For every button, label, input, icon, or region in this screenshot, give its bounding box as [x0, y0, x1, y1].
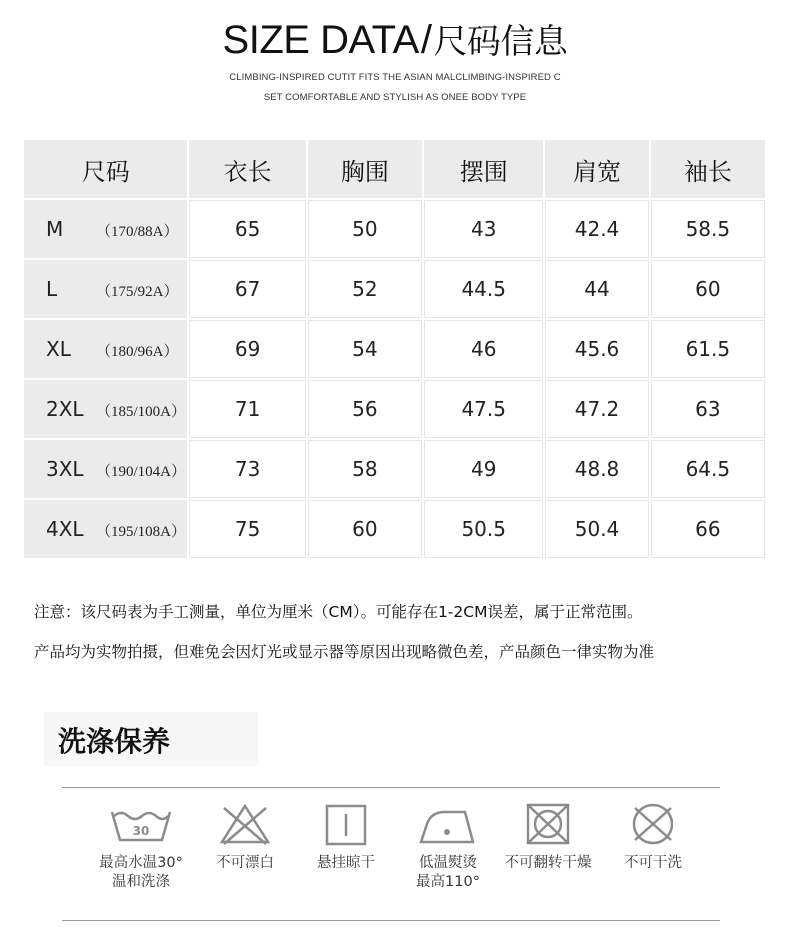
measurement-cell: 58: [308, 440, 422, 498]
size-code: 2XL: [46, 397, 84, 421]
title-separator: /: [420, 18, 432, 62]
care-item-tumble: [493, 802, 603, 873]
title-english: SIZE DATA: [222, 18, 419, 62]
table-row: [24, 500, 765, 558]
no-dry-clean-icon: [618, 802, 688, 846]
wash-temp-label: 30: [132, 824, 150, 838]
measurement-cell: 65: [189, 200, 305, 258]
size-code: 3XL: [46, 457, 84, 481]
header-shoulder: 肩宽: [545, 140, 648, 198]
hang-dry-icon: [311, 802, 381, 846]
measurement-cell: 43: [424, 200, 543, 258]
note-color: 产品均为实物拍摄，但难免会因灯光或显示器等原因出现略微色差，产品颜色一律实物为准: [34, 643, 655, 661]
table-row: [24, 440, 765, 498]
measurement-cell: 67: [189, 260, 305, 318]
care-title: 洗涤保养: [58, 725, 171, 758]
measurement-cell: 75: [189, 500, 305, 558]
title-chinese: 尺码信息: [433, 22, 568, 62]
header-length: 衣长: [189, 140, 305, 198]
size-cell: [24, 260, 187, 318]
subtitle-line-1: CLIMBING-INSPIRED CUTIT FITS THE ASIAN MALCLIMBING-INSPIRED C: [229, 72, 561, 83]
measurement-cell: 44: [545, 260, 648, 318]
size-table-header-row: [24, 140, 765, 198]
size-cell: [24, 500, 187, 558]
care-item-iron: [393, 802, 503, 892]
care-label: 不可漂白: [216, 855, 274, 871]
measurement-cell: 50: [308, 200, 422, 258]
header-chest: 胸围: [308, 140, 422, 198]
measurement-cell: 44.5: [424, 260, 543, 318]
measurement-cell: 54: [308, 320, 422, 378]
page-title: [0, 14, 790, 63]
header-hem: 摆围: [424, 140, 543, 198]
measurement-cell: 73: [189, 440, 305, 498]
measurement-cell: 69: [189, 320, 305, 378]
header-sleeve: 袖长: [651, 140, 765, 198]
measurement-cell: 71: [189, 380, 305, 438]
measurement-cell: 48.8: [545, 440, 648, 498]
header-size: 尺码: [24, 140, 187, 198]
measurement-cell: 50.5: [424, 500, 543, 558]
low-iron-icon: [413, 802, 483, 846]
measurement-cell: 63: [651, 380, 765, 438]
care-divider-bottom: [62, 920, 720, 921]
measurement-cell: 64.5: [651, 440, 765, 498]
size-code: 4XL: [46, 517, 84, 541]
care-label: 不可干洗: [624, 855, 682, 871]
size-code: M: [46, 217, 64, 241]
measurement-cell: 56: [308, 380, 422, 438]
measurement-cell: 52: [308, 260, 422, 318]
subtitle-line-2: SET COMFORTABLE AND STYLISH AS ONEE BODY TYPE: [263, 92, 527, 103]
body-type: （195/108A）: [96, 524, 187, 540]
measurement-cell: 66: [651, 500, 765, 558]
measurement-cell: 45.6: [545, 320, 648, 378]
care-item-bleach: [190, 802, 300, 873]
no-bleach-icon: [210, 802, 280, 846]
body-type: （170/88A）: [96, 224, 179, 240]
body-type: （190/104A）: [96, 464, 187, 480]
measurement-cell: 47.2: [545, 380, 648, 438]
care-label: 最高水温30° 温和洗涤: [99, 855, 183, 890]
measurement-cell: 60: [308, 500, 422, 558]
measurement-cell: 61.5: [651, 320, 765, 378]
care-item-dryclean: [598, 802, 708, 873]
measurement-cell: 58.5: [651, 200, 765, 258]
measurement-cell: 50.4: [545, 500, 648, 558]
measurement-cell: 42.4: [545, 200, 648, 258]
measurement-cell: 46: [424, 320, 543, 378]
size-table: [22, 138, 767, 560]
table-row: [24, 380, 765, 438]
note-measurement: 注意：该尺码表为手工测量，单位为厘米（CM）。可能存在1-2CM误差，属于正常范围。: [34, 603, 643, 621]
table-row: [24, 200, 765, 258]
care-label: 低温熨烫 最高110°: [416, 855, 480, 890]
size-code: XL: [46, 337, 71, 361]
care-label: 悬挂晾干: [317, 855, 375, 871]
size-cell: [24, 440, 187, 498]
measurement-cell: 47.5: [424, 380, 543, 438]
size-cell: [24, 200, 187, 258]
care-label: 不可翻转干燥: [504, 855, 592, 871]
body-type: （185/100A）: [96, 404, 187, 420]
body-type: （175/92A）: [96, 284, 179, 300]
size-code: L: [46, 277, 58, 301]
care-item-wash: [86, 802, 196, 892]
care-divider-top: [62, 787, 720, 788]
measurement-cell: 49: [424, 440, 543, 498]
size-cell: [24, 380, 187, 438]
measurement-cell: 60: [651, 260, 765, 318]
table-row: [24, 320, 765, 378]
wash-30-icon: [106, 802, 176, 846]
body-type: （180/96A）: [96, 344, 179, 360]
table-row: [24, 260, 765, 318]
no-tumble-dry-icon: [513, 802, 583, 846]
care-item-hang: [291, 802, 401, 873]
size-cell: [24, 320, 187, 378]
